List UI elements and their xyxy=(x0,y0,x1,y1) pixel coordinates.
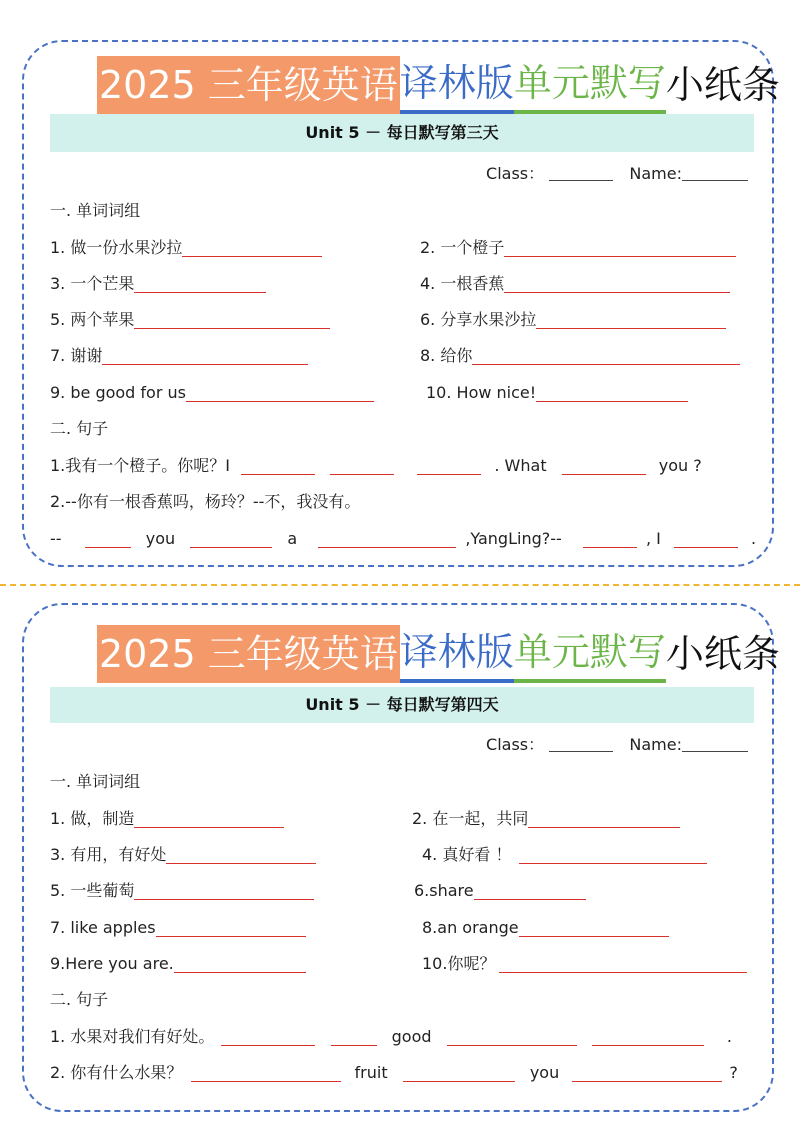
word-item xyxy=(50,844,316,866)
answer-line[interactable] xyxy=(519,846,707,864)
title-slip: 小纸条 xyxy=(665,63,780,107)
word-item xyxy=(50,953,306,975)
sentence-word: fruit xyxy=(354,1063,388,1082)
answer-line[interactable] xyxy=(134,882,314,900)
word-item xyxy=(50,917,306,939)
word-prompt: 9.Here you are. xyxy=(50,954,174,973)
answer-line[interactable] xyxy=(583,530,637,548)
word-item xyxy=(50,273,266,295)
word-prompt: 6.share xyxy=(414,881,474,900)
word-prompt: 8.an orange xyxy=(422,918,519,937)
sentence-word: a xyxy=(287,529,298,548)
sentence-word: you xyxy=(529,1063,560,1082)
answer-line[interactable] xyxy=(504,239,736,257)
word-item xyxy=(422,844,707,866)
answer-line[interactable] xyxy=(472,347,740,365)
cut-line-divider xyxy=(0,584,800,586)
word-prompt: 6. 分享水果沙拉 xyxy=(420,310,537,329)
section-sentences-heading: 二. 句子 xyxy=(50,990,109,1009)
answer-line[interactable] xyxy=(417,457,481,475)
answer-line[interactable] xyxy=(241,457,315,475)
sentence-word: you ? xyxy=(658,456,702,475)
word-item xyxy=(50,237,322,259)
section-sentences-heading: 二. 句子 xyxy=(50,419,109,438)
class-name-row xyxy=(486,734,748,756)
word-prompt: 4. 一根香蕉 xyxy=(420,274,505,293)
answer-line[interactable] xyxy=(572,1064,722,1082)
word-item xyxy=(426,382,688,404)
title-year-grade: 2025 三年级英语 xyxy=(97,625,400,683)
unit-subtitle: Unit 5 － 每日默写第三天 xyxy=(50,114,754,152)
word-item xyxy=(50,880,314,902)
sentence-1 xyxy=(50,1026,732,1048)
answer-line[interactable] xyxy=(191,1064,341,1082)
title-slip: 小纸条 xyxy=(665,632,780,676)
sentence-word: you xyxy=(145,529,176,548)
word-prompt: 1. 做，制造 xyxy=(50,809,135,828)
answer-line[interactable] xyxy=(85,530,131,548)
word-item xyxy=(50,345,308,367)
answer-line[interactable] xyxy=(221,1028,315,1046)
word-prompt: 9. be good for us xyxy=(50,383,186,402)
sentence-word: . xyxy=(726,1027,732,1046)
word-item xyxy=(50,309,330,331)
sentence-prompt: 2. 你有什么水果？ xyxy=(50,1063,183,1082)
sentence-2 xyxy=(50,1062,738,1084)
word-item xyxy=(420,237,736,259)
word-item xyxy=(422,917,669,939)
answer-line[interactable] xyxy=(134,810,284,828)
answer-line[interactable] xyxy=(562,457,646,475)
answer-line[interactable] xyxy=(528,810,680,828)
word-item xyxy=(50,808,284,830)
word-item xyxy=(420,345,740,367)
title-year-grade: 2025 三年级英语 xyxy=(97,56,400,114)
title-edition: 译林版 xyxy=(400,56,514,114)
class-label: Class： xyxy=(486,164,545,183)
answer-line[interactable] xyxy=(134,275,266,293)
word-item xyxy=(420,309,726,331)
word-item xyxy=(412,808,680,830)
answer-line[interactable] xyxy=(166,846,316,864)
name-label: Name: xyxy=(629,164,682,183)
name-label: Name: xyxy=(629,735,682,754)
word-prompt: 10. How nice! xyxy=(426,383,537,402)
answer-line[interactable] xyxy=(134,311,330,329)
word-prompt: 7. like apples xyxy=(50,918,156,937)
answer-line[interactable] xyxy=(186,384,374,402)
sentence-prompt: 1.我有一个橙子。你呢？I xyxy=(50,456,230,475)
answer-line[interactable] xyxy=(174,955,306,973)
word-prompt: 4. 真好看 ！ xyxy=(422,845,512,864)
answer-line[interactable] xyxy=(102,347,308,365)
sentence-word: good xyxy=(391,1027,432,1046)
word-prompt: 8. 给你 xyxy=(420,346,473,365)
sentence-2 xyxy=(50,528,756,550)
word-prompt: 7. 谢谢 xyxy=(50,346,103,365)
word-prompt: 3. 有用，有好处 xyxy=(50,845,167,864)
title-edition: 译林版 xyxy=(400,625,514,683)
word-prompt: 3. 一个芒果 xyxy=(50,274,135,293)
class-name-row xyxy=(486,163,748,185)
answer-line[interactable] xyxy=(331,1028,377,1046)
class-field[interactable] xyxy=(549,736,613,752)
title-unit-dictation: 单元默写 xyxy=(514,56,666,114)
answer-line[interactable] xyxy=(536,384,688,402)
word-item xyxy=(50,382,374,404)
card-title xyxy=(97,625,780,683)
answer-line[interactable] xyxy=(536,311,726,329)
dictation-card-day4 xyxy=(22,603,780,1112)
word-prompt: 2. 在一起，共同 xyxy=(412,809,529,828)
answer-line[interactable] xyxy=(330,457,394,475)
name-field[interactable] xyxy=(682,165,748,181)
sentence-word: . xyxy=(751,529,757,548)
section-words-heading: 一. 单词词组 xyxy=(50,772,141,791)
sentence-1 xyxy=(50,455,702,477)
answer-line[interactable] xyxy=(592,1028,704,1046)
sentence-prompt: 1. 水果对我们有好处。 xyxy=(50,1027,215,1046)
sentence-word: -- xyxy=(50,529,62,548)
word-prompt: 5. 一些葡萄 xyxy=(50,881,135,900)
answer-line[interactable] xyxy=(674,530,738,548)
word-prompt: 5. 两个苹果 xyxy=(50,310,135,329)
answer-line[interactable] xyxy=(403,1064,515,1082)
answer-line[interactable] xyxy=(504,275,730,293)
word-prompt: 2. 一个橙子 xyxy=(420,238,505,257)
answer-line[interactable] xyxy=(182,239,322,257)
sentence-word: . What xyxy=(494,456,547,475)
section-words-heading: 一. 单词词组 xyxy=(50,201,141,220)
answer-line[interactable] xyxy=(156,919,306,937)
answer-line[interactable] xyxy=(474,882,586,900)
word-item xyxy=(414,880,586,902)
answer-line[interactable] xyxy=(499,955,747,973)
answer-line[interactable] xyxy=(318,530,456,548)
sentence-word: ,YangLing?-- xyxy=(465,529,562,548)
sentence-word: , I xyxy=(645,529,661,548)
answer-line[interactable] xyxy=(447,1028,577,1046)
name-field[interactable] xyxy=(682,736,748,752)
word-prompt: 10.你呢？ xyxy=(422,954,496,973)
card-title xyxy=(97,56,780,114)
sentence-word: ? xyxy=(729,1063,738,1082)
word-item xyxy=(422,953,747,975)
word-prompt: 1. 做一份水果沙拉 xyxy=(50,238,183,257)
answer-line[interactable] xyxy=(190,530,272,548)
sentence-2-chinese: 2.--你有一根香蕉吗，杨玲？--不，我没有。 xyxy=(50,492,361,511)
answer-line[interactable] xyxy=(519,919,669,937)
dictation-card-day3 xyxy=(22,40,780,567)
class-label: Class： xyxy=(486,735,545,754)
unit-subtitle: Unit 5 － 每日默写第四天 xyxy=(50,687,754,723)
title-unit-dictation: 单元默写 xyxy=(514,625,666,683)
word-item xyxy=(420,273,730,295)
class-field[interactable] xyxy=(549,165,613,181)
